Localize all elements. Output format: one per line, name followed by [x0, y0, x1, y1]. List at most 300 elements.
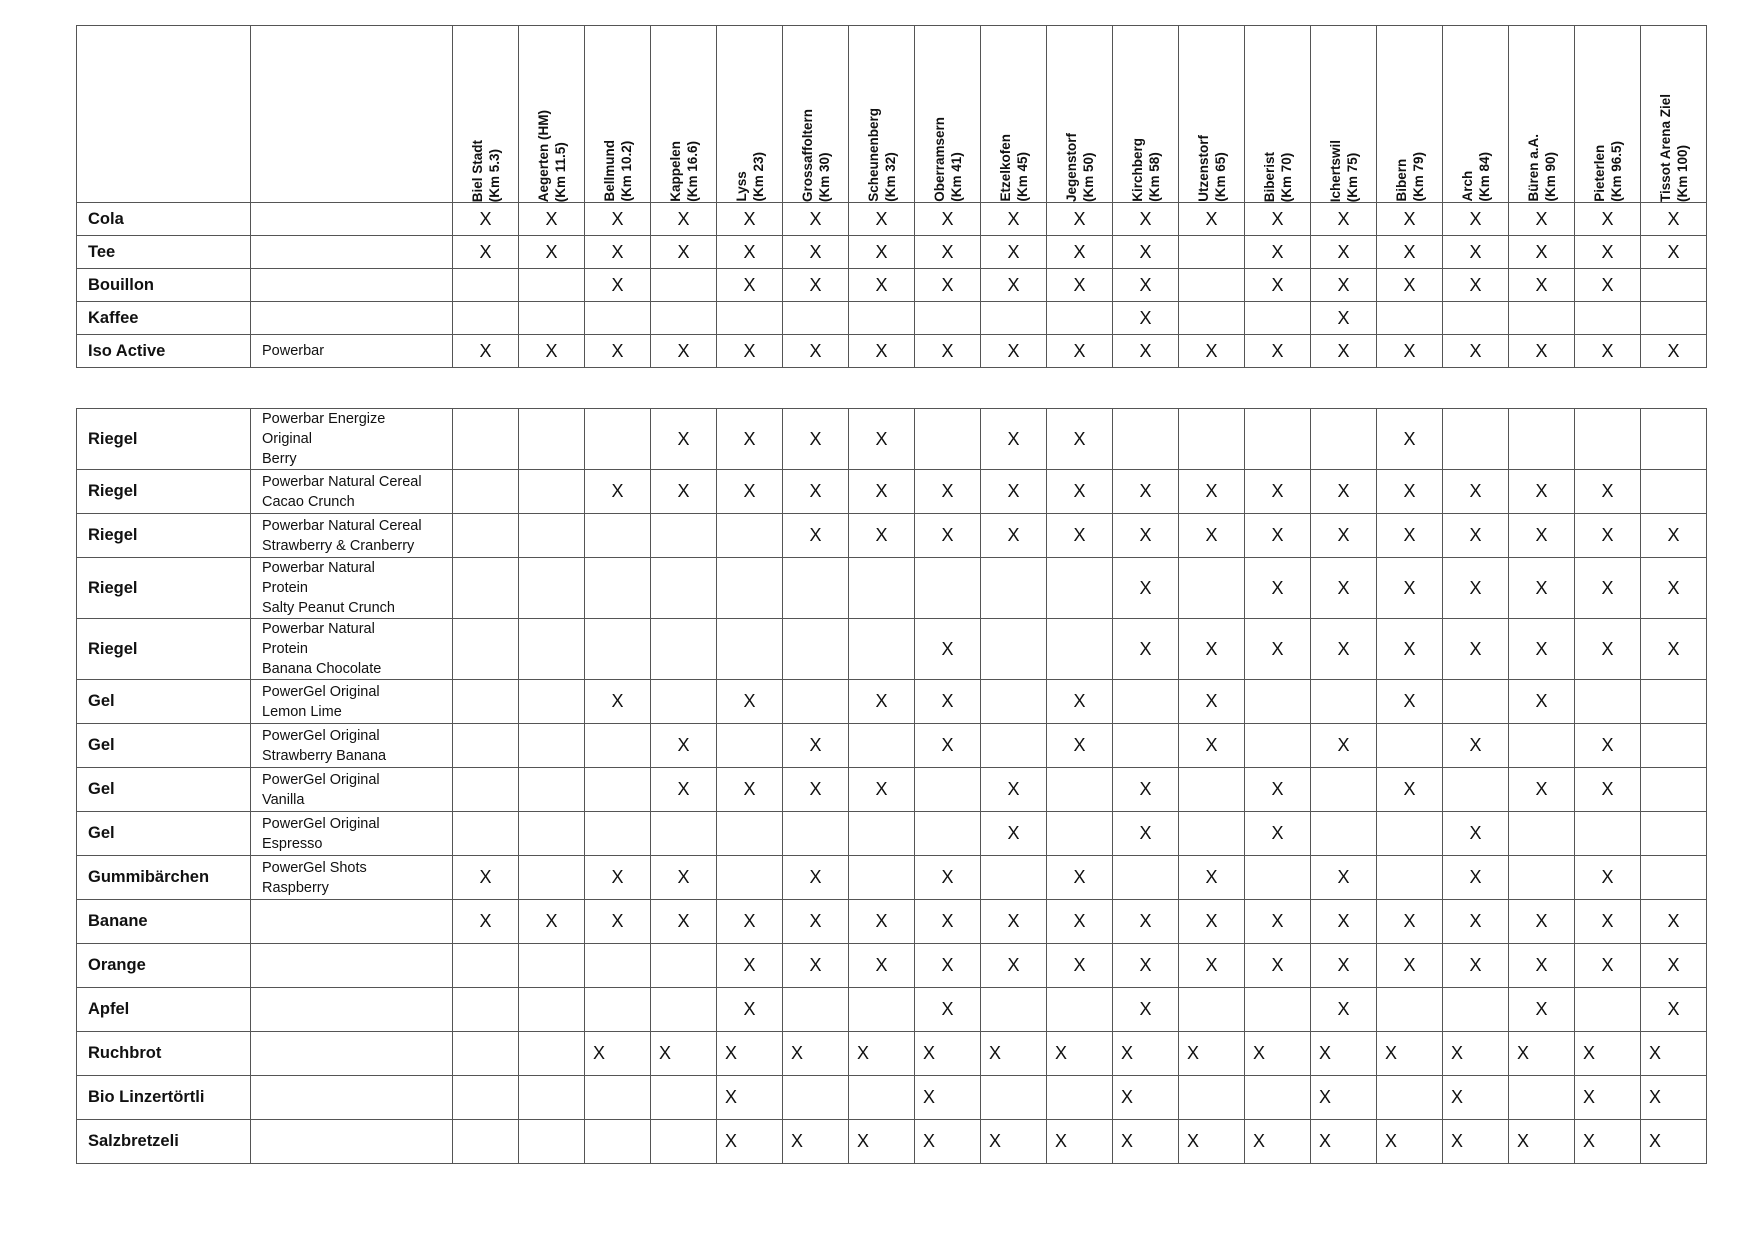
availability-cell [849, 944, 915, 988]
availability-cell [1311, 514, 1377, 558]
item-name: Riegel [77, 558, 251, 619]
station-name: Arch [1459, 171, 1475, 202]
availability-cell [915, 236, 981, 269]
availability-cell [1311, 335, 1377, 368]
availability-cell [915, 558, 981, 619]
availability-cell [1179, 1032, 1245, 1076]
station-name: Lyss [733, 171, 749, 202]
product-name [251, 1120, 453, 1164]
availability-mark: X [1469, 955, 1482, 975]
availability-cell [981, 1076, 1047, 1120]
availability-cell [1377, 1032, 1443, 1076]
availability-cell [1179, 619, 1245, 680]
availability-mark: X [725, 1043, 738, 1063]
station-km: (Km 100) [1674, 144, 1690, 202]
availability-cell [1443, 335, 1509, 368]
availability-mark: X [1601, 481, 1614, 501]
availability-mark: X [941, 481, 954, 501]
availability-cell [849, 680, 915, 724]
availability-mark: X [875, 208, 888, 229]
availability-cell [783, 856, 849, 900]
station-header [1311, 26, 1377, 203]
availability-cell [519, 236, 585, 269]
availability-cell [651, 409, 717, 470]
availability-cell [717, 302, 783, 335]
availability-cell [981, 470, 1047, 514]
station-header [915, 26, 981, 203]
table-row [77, 514, 1707, 558]
availability-cell [1443, 944, 1509, 988]
station-header-row [77, 26, 1707, 203]
availability-cell [1641, 680, 1707, 724]
availability-cell [651, 269, 717, 302]
availability-cell [1179, 269, 1245, 302]
availability-cell [1179, 558, 1245, 619]
availability-mark: X [1139, 307, 1152, 328]
availability-cell [1377, 900, 1443, 944]
availability-mark: X [1007, 823, 1020, 843]
availability-mark: X [1469, 638, 1482, 659]
item-name: Gummibärchen [77, 856, 251, 900]
drinks-table [76, 25, 1707, 368]
availability-cell [519, 856, 585, 900]
availability-mark: X [1403, 274, 1416, 295]
availability-cell [519, 514, 585, 558]
availability-cell [519, 409, 585, 470]
availability-mark: X [809, 481, 822, 501]
availability-mark: X [1271, 577, 1284, 598]
availability-mark: X [1205, 525, 1218, 545]
availability-mark: X [1535, 481, 1548, 501]
availability-cell [1047, 768, 1113, 812]
availability-mark: X [809, 911, 822, 931]
availability-cell [1443, 768, 1509, 812]
availability-cell [849, 335, 915, 368]
availability-cell [651, 203, 717, 236]
availability-cell [1509, 302, 1575, 335]
availability-mark: X [1121, 1131, 1134, 1151]
availability-cell [1245, 724, 1311, 768]
availability-mark: X [1451, 1087, 1464, 1107]
availability-cell [651, 558, 717, 619]
availability-cell [519, 1076, 585, 1120]
availability-cell [453, 812, 519, 856]
availability-cell [453, 335, 519, 368]
availability-cell [1377, 236, 1443, 269]
item-name: Riegel [77, 619, 251, 680]
availability-cell [651, 514, 717, 558]
availability-mark: X [1073, 955, 1086, 975]
availability-cell [453, 1120, 519, 1164]
availability-mark: X [941, 241, 954, 262]
station-km: (Km 23) [750, 152, 766, 202]
availability-cell [1047, 302, 1113, 335]
table-row [77, 1076, 1707, 1120]
availability-cell [1047, 1076, 1113, 1120]
availability-mark: X [1583, 1087, 1596, 1107]
availability-cell [1509, 619, 1575, 680]
availability-mark: X [1601, 955, 1614, 975]
station-km: (Km 5.3) [486, 148, 502, 202]
station-name: Utzenstorf [1195, 135, 1211, 202]
availability-cell [717, 335, 783, 368]
availability-mark: X [1535, 525, 1548, 545]
availability-mark: X [1205, 481, 1218, 501]
availability-cell [981, 335, 1047, 368]
station-km: (Km 30) [816, 152, 832, 202]
availability-mark: X [1601, 638, 1614, 659]
availability-cell [585, 409, 651, 470]
table-row [77, 900, 1707, 944]
availability-mark: X [1319, 1043, 1332, 1063]
availability-cell [1311, 269, 1377, 302]
availability-cell [1443, 203, 1509, 236]
availability-cell [1377, 470, 1443, 514]
availability-mark: X [1469, 911, 1482, 931]
availability-cell [915, 680, 981, 724]
availability-mark: X [611, 241, 624, 262]
availability-mark: X [1139, 779, 1152, 799]
availability-mark: X [1271, 955, 1284, 975]
availability-cell [1377, 768, 1443, 812]
station-header [651, 26, 717, 203]
availability-cell [651, 768, 717, 812]
station-name: Oberramsern [931, 117, 947, 202]
availability-cell [1113, 768, 1179, 812]
availability-cell [1113, 1076, 1179, 1120]
availability-mark: X [1649, 1087, 1662, 1107]
availability-mark: X [1319, 1087, 1332, 1107]
availability-mark: X [1469, 340, 1482, 361]
table-row [77, 558, 1707, 619]
station-label [931, 105, 965, 202]
availability-mark: X [1139, 823, 1152, 843]
availability-mark: X [743, 208, 756, 229]
item-name: Gel [77, 768, 251, 812]
product-name: PowerGel Original Strawberry Banana [251, 724, 453, 768]
availability-mark: X [1139, 208, 1152, 229]
availability-cell [717, 269, 783, 302]
availability-cell [1443, 900, 1509, 944]
availability-cell [651, 988, 717, 1032]
availability-mark: X [1139, 241, 1152, 262]
station-label [1063, 121, 1097, 202]
availability-cell [1641, 1120, 1707, 1164]
availability-cell [1641, 1076, 1707, 1120]
item-name: Ruchbrot [77, 1032, 251, 1076]
availability-cell [915, 988, 981, 1032]
availability-cell [1245, 1032, 1311, 1076]
availability-mark: X [1139, 481, 1152, 501]
availability-mark: X [1667, 208, 1680, 229]
availability-cell [519, 812, 585, 856]
availability-mark: X [725, 1087, 738, 1107]
availability-mark: X [923, 1131, 936, 1151]
station-header [1509, 26, 1575, 203]
availability-cell [1311, 812, 1377, 856]
table-row [77, 944, 1707, 988]
availability-cell [453, 900, 519, 944]
availability-cell [1641, 236, 1707, 269]
availability-cell [1245, 269, 1311, 302]
availability-cell [453, 409, 519, 470]
availability-cell [651, 1032, 717, 1076]
availability-cell [849, 1032, 915, 1076]
availability-cell [1641, 269, 1707, 302]
availability-cell [453, 944, 519, 988]
availability-cell [1509, 236, 1575, 269]
availability-cell [981, 409, 1047, 470]
availability-mark: X [809, 955, 822, 975]
station-header [1377, 26, 1443, 203]
availability-mark: X [941, 867, 954, 887]
station-km: (Km 16.6) [684, 141, 700, 202]
product-name: PowerGel Original Espresso [251, 812, 453, 856]
table-row [77, 335, 1707, 368]
product-name: Powerbar Natural Cereal Strawberry & Cranberry [251, 514, 453, 558]
availability-cell [1179, 1120, 1245, 1164]
drinks-table-body [77, 203, 1707, 368]
availability-cell [453, 680, 519, 724]
availability-cell [1311, 409, 1377, 470]
availability-mark: X [1271, 274, 1284, 295]
availability-mark: X [1469, 735, 1482, 755]
availability-mark: X [1073, 911, 1086, 931]
availability-cell [981, 203, 1047, 236]
availability-mark: X [743, 481, 756, 501]
availability-cell [1047, 470, 1113, 514]
availability-mark: X [677, 911, 690, 931]
availability-cell [1443, 812, 1509, 856]
station-label [1393, 140, 1427, 202]
availability-cell [1575, 269, 1641, 302]
availability-cell [1575, 944, 1641, 988]
availability-cell [453, 988, 519, 1032]
availability-mark: X [677, 428, 690, 449]
availability-mark: X [1139, 911, 1152, 931]
availability-mark: X [809, 867, 822, 887]
availability-cell [981, 988, 1047, 1032]
availability-cell [1641, 944, 1707, 988]
availability-cell [1113, 856, 1179, 900]
table-row [77, 1032, 1707, 1076]
availability-mark: X [1337, 577, 1350, 598]
station-km: (Km 79) [1410, 152, 1426, 202]
availability-mark: X [1205, 955, 1218, 975]
availability-cell [1575, 514, 1641, 558]
availability-cell [1113, 302, 1179, 335]
availability-mark: X [677, 779, 690, 799]
station-name: Bellmund [601, 140, 617, 202]
availability-cell [1575, 1076, 1641, 1120]
availability-mark: X [611, 481, 624, 501]
availability-cell [585, 203, 651, 236]
availability-cell [519, 1120, 585, 1164]
availability-mark: X [875, 955, 888, 975]
availability-cell [519, 680, 585, 724]
product-name: Powerbar Natural Protein Salty Peanut Crunch [251, 558, 453, 619]
availability-mark: X [875, 241, 888, 262]
availability-cell [783, 236, 849, 269]
availability-mark: X [1007, 428, 1020, 449]
availability-cell [1641, 724, 1707, 768]
availability-mark: X [1451, 1043, 1464, 1063]
availability-cell [1509, 1120, 1575, 1164]
availability-mark: X [1337, 481, 1350, 501]
availability-cell [651, 944, 717, 988]
availability-mark: X [1337, 241, 1350, 262]
availability-cell [1641, 1032, 1707, 1076]
availability-mark: X [809, 208, 822, 229]
availability-cell [1575, 900, 1641, 944]
availability-mark: X [1601, 340, 1614, 361]
availability-cell [981, 724, 1047, 768]
station-header [981, 26, 1047, 203]
availability-cell [717, 812, 783, 856]
availability-mark: X [1403, 525, 1416, 545]
availability-cell [1575, 768, 1641, 812]
availability-cell [1377, 680, 1443, 724]
station-label [1327, 128, 1361, 202]
station-name: Etzelkofen [997, 134, 1013, 202]
availability-cell [849, 768, 915, 812]
availability-cell [849, 409, 915, 470]
station-header [1443, 26, 1509, 203]
availability-cell [1113, 724, 1179, 768]
availability-mark: X [791, 1043, 804, 1063]
availability-cell [783, 409, 849, 470]
availability-cell [915, 619, 981, 680]
availability-cell [849, 619, 915, 680]
availability-cell [1047, 988, 1113, 1032]
availability-cell [1377, 409, 1443, 470]
availability-cell [519, 944, 585, 988]
availability-cell [783, 203, 849, 236]
availability-cell [453, 236, 519, 269]
availability-mark: X [1007, 274, 1020, 295]
availability-cell [915, 812, 981, 856]
availability-cell [651, 812, 717, 856]
product-name: PowerGel Original Lemon Lime [251, 680, 453, 724]
availability-cell [849, 470, 915, 514]
availability-cell [1113, 409, 1179, 470]
availability-mark: X [743, 428, 756, 449]
availability-cell [1641, 302, 1707, 335]
availability-mark: X [941, 955, 954, 975]
availability-cell [651, 680, 717, 724]
availability-cell [1245, 680, 1311, 724]
availability-cell [783, 724, 849, 768]
item-name: Riegel [77, 470, 251, 514]
availability-cell [1377, 302, 1443, 335]
availability-cell [1509, 335, 1575, 368]
station-header [585, 26, 651, 203]
availability-cell [1113, 558, 1179, 619]
availability-cell [453, 768, 519, 812]
availability-mark: X [743, 999, 756, 1019]
station-label [799, 97, 833, 202]
availability-mark: X [1253, 1131, 1266, 1151]
availability-cell [1575, 1032, 1641, 1076]
availability-cell [1377, 269, 1443, 302]
item-name: Kaffee [77, 302, 251, 335]
availability-cell [1509, 856, 1575, 900]
station-km: (Km 50) [1080, 152, 1096, 202]
table-row [77, 302, 1707, 335]
availability-cell [651, 335, 717, 368]
availability-cell [585, 856, 651, 900]
availability-cell [1575, 335, 1641, 368]
availability-mark: X [989, 1131, 1002, 1151]
availability-cell [717, 900, 783, 944]
availability-cell [453, 269, 519, 302]
availability-cell [651, 856, 717, 900]
availability-mark: X [1469, 823, 1482, 843]
availability-cell [1509, 988, 1575, 1032]
availability-cell [1179, 856, 1245, 900]
availability-mark: X [1187, 1043, 1200, 1063]
availability-cell [1377, 619, 1443, 680]
availability-mark: X [1337, 735, 1350, 755]
availability-mark: X [875, 428, 888, 449]
availability-cell [1245, 236, 1311, 269]
availability-mark: X [1601, 274, 1614, 295]
availability-cell [1311, 236, 1377, 269]
availability-cell [1245, 302, 1311, 335]
availability-mark: X [545, 241, 558, 262]
table-row [77, 269, 1707, 302]
station-header [1047, 26, 1113, 203]
availability-cell [1443, 1032, 1509, 1076]
product-name [251, 988, 453, 1032]
station-name: Bibern [1393, 159, 1409, 202]
availability-cell [1641, 900, 1707, 944]
availability-cell [915, 203, 981, 236]
availability-mark: X [1337, 911, 1350, 931]
availability-mark: X [809, 274, 822, 295]
availability-cell [1377, 944, 1443, 988]
item-name: Bio Linzertörtli [77, 1076, 251, 1120]
item-name: Gel [77, 724, 251, 768]
availability-mark: X [1271, 340, 1284, 361]
availability-cell [519, 203, 585, 236]
availability-cell [1509, 269, 1575, 302]
food-table-body [77, 409, 1707, 1164]
availability-cell [1575, 724, 1641, 768]
product-name [251, 203, 453, 236]
availability-cell [783, 1032, 849, 1076]
availability-cell [1443, 988, 1509, 1032]
availability-cell [717, 724, 783, 768]
availability-mark: X [743, 274, 756, 295]
availability-mark: X [743, 691, 756, 711]
availability-mark: X [1073, 481, 1086, 501]
station-label [1459, 140, 1493, 202]
availability-cell [1311, 1032, 1377, 1076]
availability-mark: X [941, 691, 954, 711]
availability-mark: X [1583, 1131, 1596, 1151]
availability-mark: X [1055, 1043, 1068, 1063]
header-blank-item [77, 26, 251, 203]
availability-cell [1113, 269, 1179, 302]
station-label [601, 128, 635, 202]
availability-cell [1245, 900, 1311, 944]
station-label [1591, 129, 1625, 202]
availability-cell [1047, 856, 1113, 900]
availability-cell [915, 514, 981, 558]
availability-cell [981, 269, 1047, 302]
availability-cell [1047, 900, 1113, 944]
